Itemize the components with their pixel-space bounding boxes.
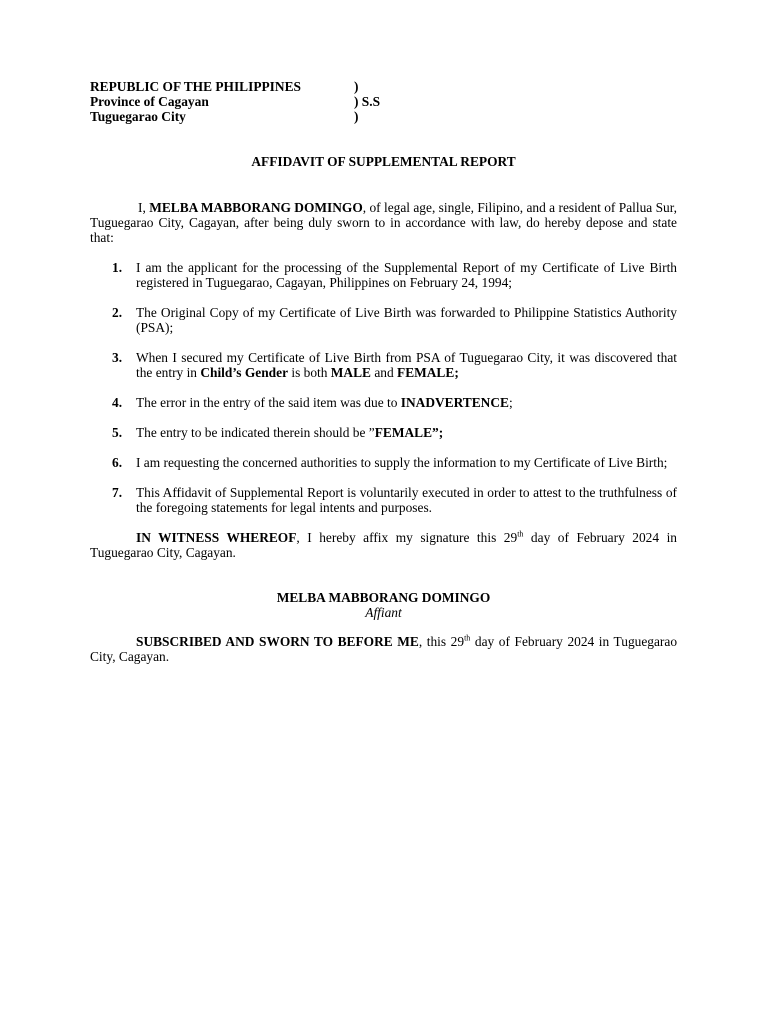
venue-line-country: [90, 79, 677, 94]
sworn-text: day of February 2024 in Tuguegarao City, Cagayan.: [90, 634, 678, 664]
list-item: [90, 350, 677, 380]
sworn-paragraph: [90, 634, 677, 664]
item-bold: FEMALE”;: [374, 425, 444, 440]
venue-header: [90, 79, 677, 124]
witness-text: day of February 2024 in Tuguegarao City, Cagayan.: [90, 530, 678, 560]
signature-role: Affiant: [365, 605, 402, 620]
venue-line-city: [90, 109, 677, 124]
sworn-text: , this 29: [418, 634, 465, 649]
item-text: ;: [454, 365, 459, 380]
list-item: [90, 425, 677, 440]
venue-line-province: [90, 94, 677, 109]
item-bold: INADVERTENCE: [400, 395, 509, 410]
venue-ss: ) S.S: [354, 94, 381, 109]
signature-name: MELBA MABBORANG DOMINGO: [276, 590, 491, 605]
sworn-heading: SUBSCRIBED AND SWORN TO BEFORE ME: [136, 634, 419, 649]
witness-heading: IN WITNESS WHEREOF: [136, 530, 297, 545]
item-text: and: [370, 365, 398, 380]
item-number: 4.: [112, 395, 123, 410]
item-text: When I secured my Certificate of Live Birth from PSA of Tuguegarao City, it was discovered that the entry in: [136, 350, 677, 380]
item-number: 5.: [112, 425, 123, 440]
witness-text: , I hereby affix my signature this 29: [296, 530, 518, 545]
list-item: [90, 260, 677, 290]
item-number: 3.: [112, 350, 123, 365]
list-item: [90, 305, 677, 335]
item-text: The Original Copy of my Certificate of Live Birth was forwarded to Philippine Statistics Authority (PSA);: [136, 305, 677, 335]
item-text: This Affidavit of Supplemental Report is voluntarily executed in order to attest to the truthfulness of the foregoing statements for legal intents and purposes.: [136, 485, 677, 515]
list-item: [90, 395, 677, 410]
item-text: ;: [508, 395, 513, 410]
list-item: [90, 485, 677, 515]
item-bold: FEMALE: [397, 365, 455, 380]
item-number: 2.: [112, 305, 123, 320]
witness-paragraph: [90, 530, 677, 560]
affidavit-page: [90, 79, 677, 664]
affiant-name: MELBA MABBORANG DOMINGO: [149, 200, 363, 215]
venue-country: REPUBLIC OF THE PHILIPPINES: [90, 79, 301, 94]
sworn-ordinal: th: [464, 633, 471, 643]
venue-province: Province of Cagayan: [90, 94, 209, 109]
item-bold: Child’s Gender: [200, 365, 289, 380]
intro-prefix: I,: [138, 200, 150, 215]
venue-city: Tuguegarao City: [90, 109, 186, 124]
item-text: I am requesting the concerned authorities to supply the information to my Certificate of Live Birth;: [136, 455, 668, 470]
signature-block: [90, 590, 677, 620]
witness-ordinal: th: [517, 529, 524, 539]
item-bold: MALE: [330, 365, 371, 380]
item-number: 1.: [112, 260, 123, 275]
item-number: 7.: [112, 485, 123, 500]
statement-list: [90, 260, 677, 515]
item-text: The error in the entry of the said item was due to: [136, 395, 401, 410]
venue-bracket-1: ): [354, 79, 359, 94]
venue-bracket-3: ): [354, 109, 359, 124]
intro-text: , of legal age, single, Filipino, and a resident of Pallua Sur, Tuguegarao City, Cagayan, after being duly sworn to in accordance with law, do hereby depose and state that:: [90, 200, 678, 245]
document-title: AFFIDAVIT OF SUPPLEMENTAL REPORT: [251, 154, 516, 169]
intro-paragraph: [90, 200, 677, 245]
list-item: [90, 455, 677, 470]
item-text: The entry to be indicated therein should be ”: [136, 425, 375, 440]
item-text: is both: [288, 365, 331, 380]
item-text: I am the applicant for the processing of the Supplemental Report of my Certificate of Live Birth registered in Tuguegarao, Cagayan, Philippines on February 24, 1994;: [136, 260, 677, 290]
item-number: 6.: [112, 455, 123, 470]
